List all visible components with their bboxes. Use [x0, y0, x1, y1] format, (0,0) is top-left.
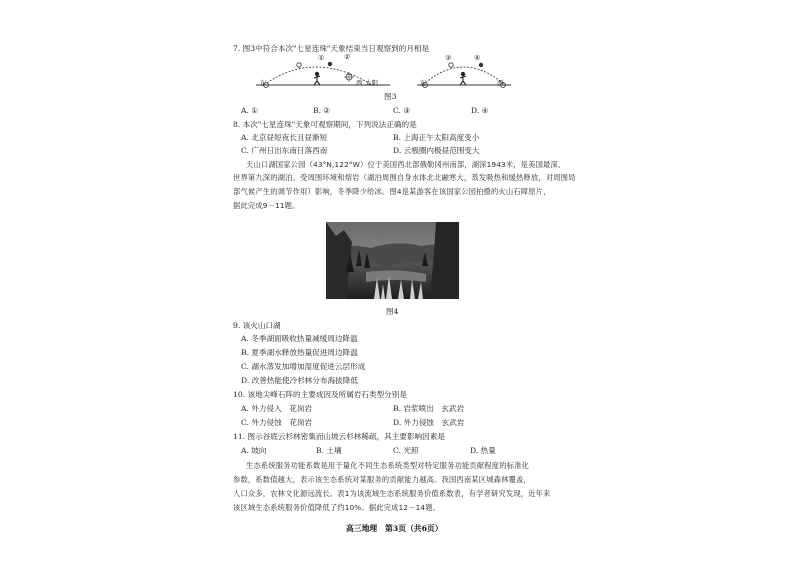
q9-option-a: A. 冬季湖面吸收热量减缓周边降温 — [241, 334, 358, 343]
q9-option-d: D. 改善热能使冷杉林分布海拔降低 — [241, 376, 358, 385]
q11-option-c: C. 光照 — [393, 446, 419, 455]
q8-option-d: D. 云极圈内极昼范围变大 — [393, 146, 480, 155]
passage1-line4: 据此完成9－11题。 — [233, 201, 300, 210]
figure4-photo — [326, 222, 459, 299]
q7-option-c: C. ③ — [393, 106, 411, 115]
q10-stem: 10. 该地尖峰石阵的主要成因及所属岩石类型分别是 — [233, 390, 407, 399]
passage2-line1: 生态系统服务功能系数是用于量化不同生态系统类型对特定服务功能贡献程度的标准化 — [246, 461, 529, 470]
figure3-right-diagram — [415, 55, 515, 95]
q7-stem: 7. 图3中符合本次"七星连珠"天象结束当日观察到的月相是 — [233, 44, 430, 53]
figure4-caption: 图4 — [386, 307, 399, 316]
moon-label-2: ② — [344, 53, 351, 61]
q11-option-a: A. 坡向 — [241, 446, 267, 455]
q8-option-c: C. 广州日出东南日落西南 — [241, 146, 328, 155]
passage1-line1: 天山口湖国家公园（43°N,122°W）位于美国西北部俄勒冈州南部，湖深1943米，是美国最深、 — [246, 160, 566, 169]
q10-option-b: B. 岩浆喷出 玄武岩 — [393, 404, 465, 413]
q9-stem: 9. 该火山口湖 — [233, 321, 281, 330]
sun-label: 太阳 — [365, 79, 378, 87]
q7-option-d: D. ④ — [471, 106, 489, 115]
q8-option-a: A. 北京昼短夜长且昼渐短 — [241, 133, 328, 142]
q10-option-c: C. 外力侵蚀 花岗岩 — [241, 418, 313, 427]
q10-option-a: A. 外力侵入 花岗岩 — [241, 404, 313, 413]
q11-option-d: D. 热量 — [470, 446, 496, 455]
q11-stem: 11. 图示谷底云杉林密集而山坡云杉林稀疏，其主要影响因素是 — [233, 432, 445, 441]
figure3-caption: 图3 — [384, 92, 397, 101]
q7-option-b: B. ② — [313, 106, 331, 115]
q8-option-b: B. 上海正午太阳高度变小 — [393, 133, 480, 142]
q11-option-b: B. 土壤 — [316, 446, 342, 455]
west-label-left: 西 — [356, 79, 363, 87]
page-footer: 高三地理 第3页（共6页） — [346, 524, 443, 533]
moon-label-4: ④ — [474, 54, 481, 62]
passage1-line3: 部气候产生的调节作用）影响，冬季降少给冰。图4是某游客在该国家公园拍摄的火山石障原片， — [233, 187, 551, 196]
passage1-line2: 世界第九深的湖泊。受周围环境和熔岩（湖泊周围自身水体北北融寒大，蒸发吸热和缓热释放，对周围局 — [233, 173, 576, 182]
east-label-left: 东 — [260, 79, 267, 87]
passage2-line4: 该区域生态系统服务价值降低了约10%。据此完成12－14题。 — [233, 503, 441, 512]
passage2-line3: 人口众多，农林文化源远流长。表1为该流域生态系统服务价值系数表，有学者研究发现，近年来 — [233, 489, 551, 498]
passage2-line2: 参数，系数值越大，表示该生态系统对某服务的贡献能力越高。我国西南某区城森林覆盖， — [233, 475, 531, 484]
q8-stem: 8. 本次"七星连珠"天象可观察期间，下列说法正确的是 — [233, 120, 417, 129]
q7-option-a: A. ① — [241, 106, 259, 115]
moon-label-1: ① — [318, 54, 325, 62]
moon-label-3: ③ — [445, 54, 452, 62]
west-label-right: 西 — [497, 79, 504, 87]
q9-option-b: B. 夏季湖水释放热量促进周边降温 — [241, 348, 358, 357]
q9-option-c: C. 湖水蒸发加增加湿度促进云层形成 — [241, 362, 366, 371]
q10-option-d: D. 外力侵蚀 玄武岩 — [393, 418, 465, 427]
east-label-right: 东 — [420, 79, 427, 87]
